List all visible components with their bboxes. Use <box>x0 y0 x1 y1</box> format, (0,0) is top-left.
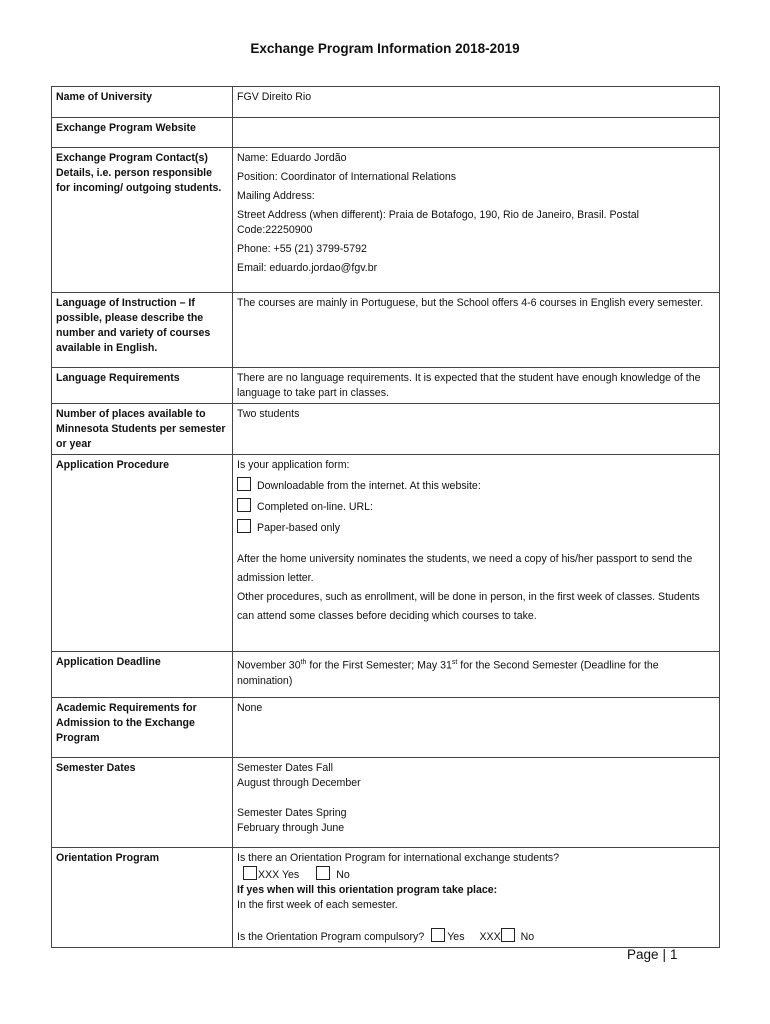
label-deadline: Application Deadline <box>52 652 233 698</box>
value-academic: None <box>233 698 720 758</box>
row-language-requirements <box>52 368 720 404</box>
label-contact: Exchange Program Contact(s) Details, i.e. person responsible for incoming/ outgoing students. <box>52 148 233 293</box>
value-website <box>233 118 720 148</box>
label-semester: Semester Dates <box>52 758 233 848</box>
row-application-procedure <box>52 455 720 652</box>
row-contact <box>52 148 720 293</box>
orientation-compulsory <box>237 928 714 945</box>
semester-fall-title: Semester Dates Fall <box>237 762 333 774</box>
value-orientation <box>233 848 720 948</box>
program-info-table <box>51 86 720 948</box>
compulsory-yes-checkbox[interactable] <box>431 928 445 942</box>
orientation-no-checkbox[interactable] <box>316 866 330 880</box>
deadline-text-3: for the Second Semester (Deadline for the nomination) <box>237 659 659 687</box>
online-checkbox[interactable] <box>237 498 251 512</box>
paper-label: Paper-based only <box>257 522 341 534</box>
row-academic <box>52 698 720 758</box>
value-contact <box>233 148 720 293</box>
compulsory-question: Is the Orientation Program compulsory? <box>237 931 425 943</box>
contact-email: Email: eduardo.jordao@fgv.br <box>237 262 378 274</box>
contact-street-address: Street Address (when different): Praia de Botafogo, 190, Rio de Janeiro, Brasil. Postal Code:22250900 <box>237 209 640 236</box>
label-website: Exchange Program Website <box>52 118 233 148</box>
value-deadline <box>233 652 720 698</box>
page-footer <box>627 947 678 962</box>
compulsory-prefix: XXX <box>479 931 501 943</box>
value-application-procedure <box>233 455 720 652</box>
downloadable-checkbox[interactable] <box>237 477 251 491</box>
semester-spring-title: Semester Dates Spring <box>237 807 347 819</box>
paper-checkbox[interactable] <box>237 519 251 533</box>
page-separator: | <box>662 947 667 962</box>
application-question: Is your application form: <box>237 459 350 471</box>
row-university <box>52 87 720 118</box>
contact-position: Position: Coordinator of International Relations <box>237 171 457 183</box>
value-language-instruction: The courses are mainly in Portuguese, but the School offers 4-6 courses in English every semester. <box>233 293 720 368</box>
semester-spring-range: February through June <box>237 822 345 834</box>
value-places: Two students <box>233 404 720 455</box>
row-places <box>52 404 720 455</box>
label-university: Name of University <box>52 87 233 118</box>
row-language-instruction <box>52 293 720 368</box>
orientation-when-question: If yes when will this orientation program take place: <box>237 884 498 896</box>
label-language-requirements: Language Requirements <box>52 368 233 404</box>
deadline-sup-1: th <box>300 659 307 666</box>
application-paragraph-passport: After the home university nominates the students, we need a copy of his/her passport to send the admission letter. <box>237 553 693 584</box>
row-semester <box>52 758 720 848</box>
row-orientation <box>52 848 720 948</box>
orientation-question: Is there an Orientation Program for international exchange students? <box>237 852 560 864</box>
value-language-requirements: There are no language requirements. It is expected that the student have enough knowledge of the language to take part in classes. <box>233 368 720 404</box>
deadline-text-2: for the First Semester; May 31 <box>306 659 452 672</box>
orientation-yes-no <box>237 866 714 883</box>
contact-phone: Phone: +55 (21) 3799-5792 <box>237 243 367 255</box>
row-deadline <box>52 652 720 698</box>
orientation-no-label: No <box>336 869 350 881</box>
orientation-yes-checkbox[interactable] <box>243 866 257 880</box>
page-number: 1 <box>670 947 678 962</box>
label-application-procedure: Application Procedure <box>52 455 233 652</box>
orientation-when-answer: In the first week of each semester. <box>237 899 398 911</box>
compulsory-yes-label: Yes <box>447 931 465 943</box>
downloadable-label: Downloadable from the internet. At this website: <box>257 480 481 492</box>
label-language-instruction: Language of Instruction – If possible, please describe the number and variety of courses available in English. <box>52 293 233 368</box>
orientation-yes-label: XXX Yes <box>258 869 300 881</box>
row-website <box>52 118 720 148</box>
value-university: FGV Direito Rio <box>233 87 720 118</box>
label-academic: Academic Requirements for Admission to the Exchange Program <box>52 698 233 758</box>
compulsory-no-checkbox[interactable] <box>501 928 515 942</box>
option-online <box>237 498 714 515</box>
label-places: Number of places available to Minnesota Students per semester or year <box>52 404 233 455</box>
deadline-text-1: November 30 <box>237 659 301 672</box>
contact-mailing-address: Mailing Address: <box>237 190 315 202</box>
page-word: Page <box>627 947 659 962</box>
option-downloadable <box>237 477 714 494</box>
semester-fall-range: August through December <box>237 777 361 789</box>
online-label: Completed on-line. URL: <box>257 501 373 513</box>
value-semester <box>233 758 720 848</box>
option-paper <box>237 519 714 536</box>
label-orientation: Orientation Program <box>52 848 233 948</box>
compulsory-no-label: No <box>520 931 535 943</box>
document-title: Exchange Program Information 2018-2019 <box>250 41 520 56</box>
deadline-sup-2: st <box>451 659 458 666</box>
application-paragraph-procedures: Other procedures, such as enrollment, will be done in person, in the first week of classes. Students can attend some classes before deciding which courses to take. <box>237 591 700 622</box>
contact-name: Name: Eduardo Jordão <box>237 152 347 164</box>
